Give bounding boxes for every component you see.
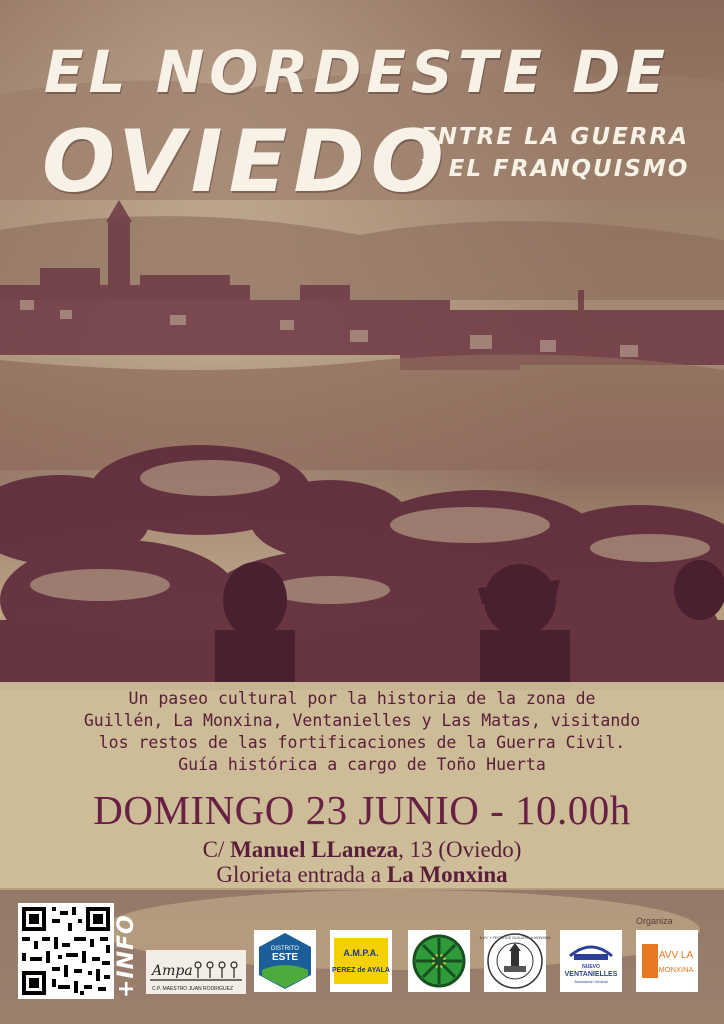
logo-wheel (408, 930, 470, 992)
logo-distrito-line2: ESTE (271, 952, 299, 963)
info-label (112, 910, 138, 1000)
event-date: DOMINGO 23 JUNIO - 10.00h (93, 787, 631, 833)
description-line: Guillén, La Monxina, Ventanielles y Las Matas, visitando (83, 711, 641, 730)
address-suffix: , 13 (Oviedo) (398, 837, 522, 862)
logo-ventanielles-line2: VENTANIELLES (564, 971, 618, 978)
logo-ventanielles-line3: Asociación Vecinal (574, 979, 608, 984)
logo-ampa-pa-line2: PEREZ de AYALA (332, 967, 390, 974)
logo-distrito-line1: DISTRITO (271, 946, 299, 952)
poster-title-line1: EL NORDESTE DE (44, 38, 670, 106)
description-line: Un paseo cultural por la historia de la zona de (128, 689, 596, 708)
logo-ampa-perez-de-ayala (330, 930, 392, 992)
description-line: los restos de las fortificaciones de la Guerra Civil. (98, 733, 626, 752)
meeting-place: La Monxina (386, 862, 508, 887)
logo-distrito-este (254, 930, 316, 992)
address-street: Manuel LLaneza (230, 837, 399, 862)
address-prefix: C/ (202, 837, 231, 862)
logo-ampa-pa-line1: A.M.P.A. (343, 948, 379, 958)
event-description (20, 688, 704, 776)
logo-ampa-jb-sub: C.P. MAESTRO JUAN RODRIGUEZ (152, 986, 234, 992)
poster-subtitle-line2: Y EL FRANQUISMO (420, 156, 690, 182)
poster-subtitle-line1: ENTRE LA GUERRA (420, 124, 690, 150)
poster-title-line2: OVIEDO (42, 112, 450, 212)
logo-monxina-line2: MONXINA (658, 965, 694, 974)
event-meeting-point (0, 862, 724, 888)
logo-monxina-line1: AVV LA (658, 950, 694, 961)
logo-avv-guillen (479, 930, 551, 992)
description-line: Guía histórica a cargo de Toño Huerta (178, 755, 546, 774)
info-label-text: +INFO (114, 914, 139, 998)
logo-ampa-jb-text: Ampa (152, 963, 193, 979)
organiza-label: Organiza (636, 916, 673, 926)
event-address (0, 837, 724, 863)
logo-ventanielles-line1: NUEVO (582, 964, 600, 970)
meeting-prefix: Glorieta entrada a (216, 862, 387, 887)
logo-guillen-text: A.VV. Y FESTEJOS GUILLÉN LA MONXINA (479, 936, 551, 940)
qr-code[interactable] (18, 903, 114, 999)
logo-ampa-juan-rodriguez (146, 950, 246, 994)
logo-avv-la-monxina (636, 930, 698, 992)
logo-nuevo-ventanielles (560, 930, 622, 992)
